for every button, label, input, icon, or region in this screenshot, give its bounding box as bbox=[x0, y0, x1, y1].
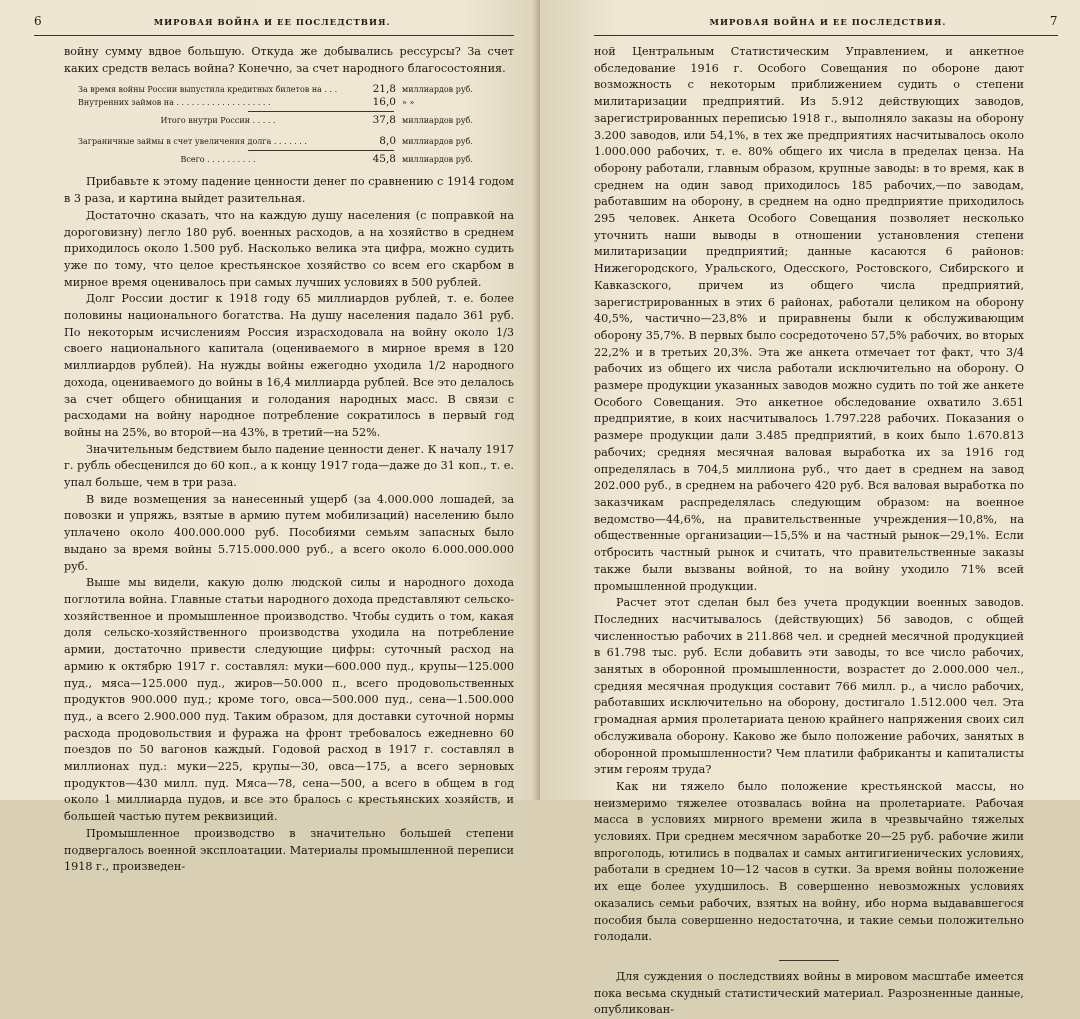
left-paragraph: В виде возмещения за нанесенный ущерб (за 4.000.000 лошадей, за повозки и упряжь, взятые в армию путем мобилизаций) населению было уплачено около 400.000.000 руб. Пособиями семьям запасных было выдано за время войны 5.715.000.000 руб., а всего около 6.000.000.000 руб. bbox=[64, 492, 514, 573]
left-paragraph: Выше мы видели, какую долю людской силы и народного дохода поглотила война. Главные статьи народного дохода представляют сельско-хозяйственное и промышленное производство. Чтобы судить о том, какая доля сельско-хозяйственного производства уходила на потребление армии, достаточно привести следующие цифры: суточный расход на армию к октябрю 1917 г. составлял: муки—600.000 пуд., крупы—125.000 пуд., мяса—125.000 пуд., жиров—50.000 п., всего продовольственных продуктов 900.000 пуд.; кроме того, овса—500.000 пуд., сена—1.500.000 пуд., а всего 2.900.000 пуд. Таким образом, для доставки суточной нормы расхода продовольствия и фуража на фронт требовалось ежедневно 60 поездов по 50 вагонов каждый. Годовой расход в 1917 г. составлял в миллионах пуд.: муки—225, крупы—30, овса—175, а всего зерновых продуктов—430 милл. пуд. Мяса—78, сена—500, а всего в общем в год около 1 миллиарда пудов, и все это бралось с крестьянских хозяйств, и большей частью путем реквизиций. bbox=[64, 576, 514, 824]
right-running-title: МИРОВАЯ ВОЙНА И ЕЕ ПОСЛЕДСТВИЯ. bbox=[709, 18, 947, 28]
table-row: За время войны России выпустила кредитных билетов на . . . 21,8 миллиардов руб. bbox=[78, 83, 473, 96]
table-row: Внутренних займов на . . . . . . . . . . . . . . . . . . . 16,0 » » bbox=[78, 96, 415, 109]
left-page-number: 6 bbox=[34, 14, 43, 28]
table-rule bbox=[248, 111, 394, 112]
table-rule bbox=[248, 150, 394, 151]
table-row: Всего . . . . . . . . . . 45,8 миллиардов руб. bbox=[180, 153, 473, 166]
right-paragraph: Как ни тяжело было положение крестьянской массы, но неизмеримо тяжелее отозвалась война на пролетариате. Рабочая масса в условиях мирного времени жила в чрезвычайно тяжелых условиях. При среднем месячном заработке 20—25 руб. рабочие жили впроголодь, ютились в подвалах и самых антигигиенических условиях, работали в среднем 10—12 часов в сутки. За время войны положение их еще более ухудшилось. В совершенно невозможных условиях оказались семьи рабочих, взятых на войну, ибо норма выдававшегося пособия была совершенно недостаточна, и такие семьи положительно голодали. bbox=[594, 779, 1024, 944]
left-body bbox=[64, 44, 514, 876]
left-running-header bbox=[34, 14, 514, 36]
left-paragraph: Достаточно сказать, что на каждую душу населения (с поправкой на дороговизну) легло 180 руб. военных расходов, а на хозяйство в среднем приходилось около 1.500 руб. Насколько велика эта цифра, можно судить уже по тому, что целое крестьянское хозяйство со всем его скарбом в мирное время оценивалось при самых лучших условиях в 500 рублей. bbox=[64, 208, 514, 289]
section-separator bbox=[779, 960, 839, 961]
left-paragraph: Долг России достиг к 1918 году 65 миллиардов рублей, т. е. более половины национального богатства. На душу населения падало 361 руб. По некоторым исчислениям Россия израсходовала на войну около 1/3 своего национального капитала (оцениваемого в мирное время в 120 миллиардов рублей). На нужды войны ежегодно уходила 1/2 народного дохода, оцениваемого до войны в 16,4 миллиарда рублей. Все это делалось за счет общего обнищания и голодания народных масс. В связи с расходами на войну народное потребление сократилось в первый год войны на 25%, во второй—на 43%, в третий—на 52%. bbox=[64, 292, 514, 439]
table-row: Заграничные займы в счет увеличения долга . . . . . . . 8,0 миллиардов руб. bbox=[78, 135, 473, 148]
table-row: Итого внутри России . . . . . 37,8 миллиардов руб. bbox=[160, 114, 473, 127]
right-paragraph: Расчет этот сделан был без учета продукции военных заводов. Последних насчитывалось (действующих) 56 заводов, с общей численностью рабочих в 211.868 чел. и средней месячной продукцией в 61.798 тыс. руб. Если добавить эти заводы, то все число рабочих, занятых в оборонной промышленности, возрастет до 2.000.000 чел., средняя месячная продукция составит 766 милл. р., а число рабочих, работавших исключительно на оборону, достигало 1.512.000 чел. Эта громадная армия пролетариата ценою крайнего напряжения своих сил обслуживала оборону. Каково же было положение рабочих, занятых в оборонной промышленности? Чем платили фабриканты и капиталисты этим героям труда? bbox=[594, 596, 1024, 777]
right-page-number: 7 bbox=[1049, 14, 1058, 28]
left-paragraph: Прибавьте к этому падение ценности денег по сравнению с 1914 годом в 3 раза, и картина выйдет разительная. bbox=[64, 175, 514, 206]
left-paragraph: Промышленное производство в значительно большей степени подвергалось военной эксплоатации. Материалы промышленной переписи 1918 г., произведен- bbox=[64, 826, 514, 874]
left-intro: войну сумму вдвое большую. Откуда же добывались рессурсы? За счет каких средств велась война? Конечно, за счет народного благосостояния. bbox=[64, 45, 514, 75]
right-body bbox=[594, 44, 1024, 1019]
right-running-header bbox=[594, 14, 1058, 36]
left-page bbox=[0, 0, 540, 874]
left-paragraph: Значительным бедствием было падение ценности денег. К началу 1917 г. рубль обесценился до 60 коп., а к концу 1917 года—даже до 31 коп., т. е. упал больше, чем в три раза. bbox=[64, 442, 514, 490]
right-paragraph: ной Центральным Статистическим Управлением, и анкетное обследование 1916 г. Особого Совещания по обороне дают возможность с некоторым приближением судить о степени милитаризации предприятий. Из 5.912 действующих заводов, зарегистрированных переписью 1918 г., выполняло заказы на оборону 3.200 заводов, или 54,1%, в тех же предприятиях насчитывалось около 1.000.000 рабочих, т. е. 80% общего их числа в пределах ценза. На оборону работали, главным образом, крупные заводы: в то время, как в среднем на один завод приходилось 185 рабочих,—по заводам, работавшим на оборону, в среднем на одно предприятие приходилось 295 человек. Анкета Особого Совещания позволяет несколько уточнить наши выводы в отношении установления степени милитаризации предприятий; данные касаются 6 районов: Нижегородского, Уральского, Одесского, Ростовского, Сибирского и Кавказского, причем из общего числа предприятий, зарегистрированных в этих 6 районах, работали целиком на оборону 40,5%, частично—23,8% и приравнены были к обслуживающим оборону 35,7%. В первых было сосредоточено 57,5% рабочих, во вторых 22,2% и в третьих 20,3%. Эта же анкета отмечает тот факт, что 3/4 рабочих из общего их числа работали исключительно на оборону. О размере продукции указанных заводов можно судить по той же анкете Особого Совещания. Это анкетное обследование охватило 3.651 предприятие, в коих насчитывалось 1.797.228 рабочих. Показания о размере продукции дали 3.485 предприятий, в коих было 1.670.813 рабочих; средняя месячная валовая выработка их за 1916 год определялась в 704,5 миллиона руб., что дает в среднем на завод 202.000 руб., в среднем на рабочего 420 руб. Вся валовая выработка по заказчикам распределялась следующим образом: на военное ведомство—44,6%, на правительственные учреждения—10,8%, на общественные организации—15,5% и на частный рынок—29,1%. Если отбросить частный рынок и считать, что правительственные заказы также были вызваны войной, то на войну уходило 71% всей промышленной продукции. bbox=[594, 45, 1024, 593]
right-page bbox=[540, 0, 1080, 1017]
left-running-title: МИРОВАЯ ВОЙНА И ЕЕ ПОСЛЕДСТВИЯ. bbox=[153, 18, 391, 28]
war-finance-table bbox=[78, 83, 494, 166]
right-paragraph: Для суждения о последствиях войны в мировом масштабе имеется пока весьма скудный статистический материал. Разрозненные данные, опубликован- bbox=[594, 969, 1024, 1017]
